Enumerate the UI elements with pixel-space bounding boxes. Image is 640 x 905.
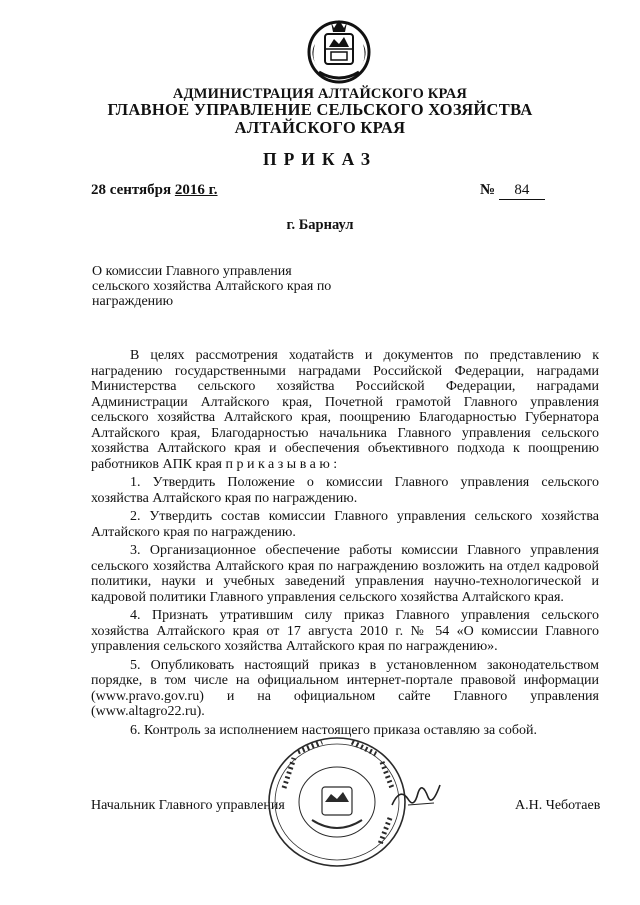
order-item-2: 2. Утвердить состав комиссии Главного управления сельского хозяйства Алтайского края по награждению.	[91, 509, 599, 540]
handwritten-signature	[388, 775, 448, 815]
order-item-1: 1. Утвердить Положение о комиссии Главного управления сельского хозяйства Алтайского края по награждению.	[91, 475, 599, 506]
order-date-day-month: 28 сентября	[91, 182, 175, 198]
order-item-5: 5. Опубликовать настоящий приказ в установленном законодательством порядке, в том числе на официальном интернет-портале правовой информации (www.pravo.gov.ru) и на официальном сайте Главного управления (www.altagro22.ru).	[91, 657, 599, 719]
order-date	[91, 182, 218, 199]
preamble-paragraph	[91, 348, 599, 472]
order-word: приказываю:	[225, 456, 341, 472]
header-administration: АДМИНИСТРАЦИЯ АЛТАЙСКОГО КРАЯ	[172, 86, 468, 102]
altai-coat-of-arms-icon	[301, 14, 377, 86]
signatory-position: Начальник Главного управления	[91, 798, 285, 813]
order-number-value: 84	[499, 182, 545, 200]
document-title: ПРИКАЗ	[262, 149, 378, 169]
signatory-name: А.Н. Чеботаев	[515, 798, 601, 813]
order-item-3: 3. Организационное обеспечение работы комиссии Главного управления сельского хозяйства Алтайского края по награждению возложить на отдел кадровой политики, науки и учебных заведений управления научно-технологической и кадровой политики Главного управления сельского хозяйства Алтайского края.	[91, 543, 599, 605]
order-item-6: 6. Контроль за исполнением настоящего приказа оставляю за собой.	[130, 722, 538, 738]
order-item-4: 4. Признать утратившим силу приказ Главного управления сельского хозяйства Алтайского края от 17 августа 2010 г. № 54 «О комиссии Главного управления сельского хозяйства Алтайского края по награждению».	[91, 608, 599, 654]
header-region: АЛТАЙСКОГО КРАЯ	[234, 118, 406, 137]
order-date-year: 2016 г.	[174, 182, 218, 198]
preamble-text: В целях рассмотрения ходатайств и документов по представлению к наградению государственными наградами Российской Федерации, наградами Министерства сельского хозяйства Российской Федерации, наградами Администрации Алтайского края, Почетной грамотой Главного управления сельского хозяйства Алтайского края, поощрению Благодарностью Губернатора Алтайского края, Благодарностью начальника Главного управления сельского хозяйства Алтайского края и обеспечения объективного подхода к поощрению работников АПК края	[91, 348, 599, 472]
order-subject: О комиссии Главного управления сельского хозяйства Алтайского края по награждению	[92, 264, 332, 309]
order-number	[480, 182, 545, 200]
issue-city: г. Барнаул	[286, 217, 354, 233]
header-main-department: ГЛАВНОЕ УПРАВЛЕНИЕ СЕЛЬСКОГО ХОЗЯЙСТВА	[107, 100, 533, 119]
order-number-label: №	[480, 182, 499, 198]
order-body	[91, 348, 599, 738]
